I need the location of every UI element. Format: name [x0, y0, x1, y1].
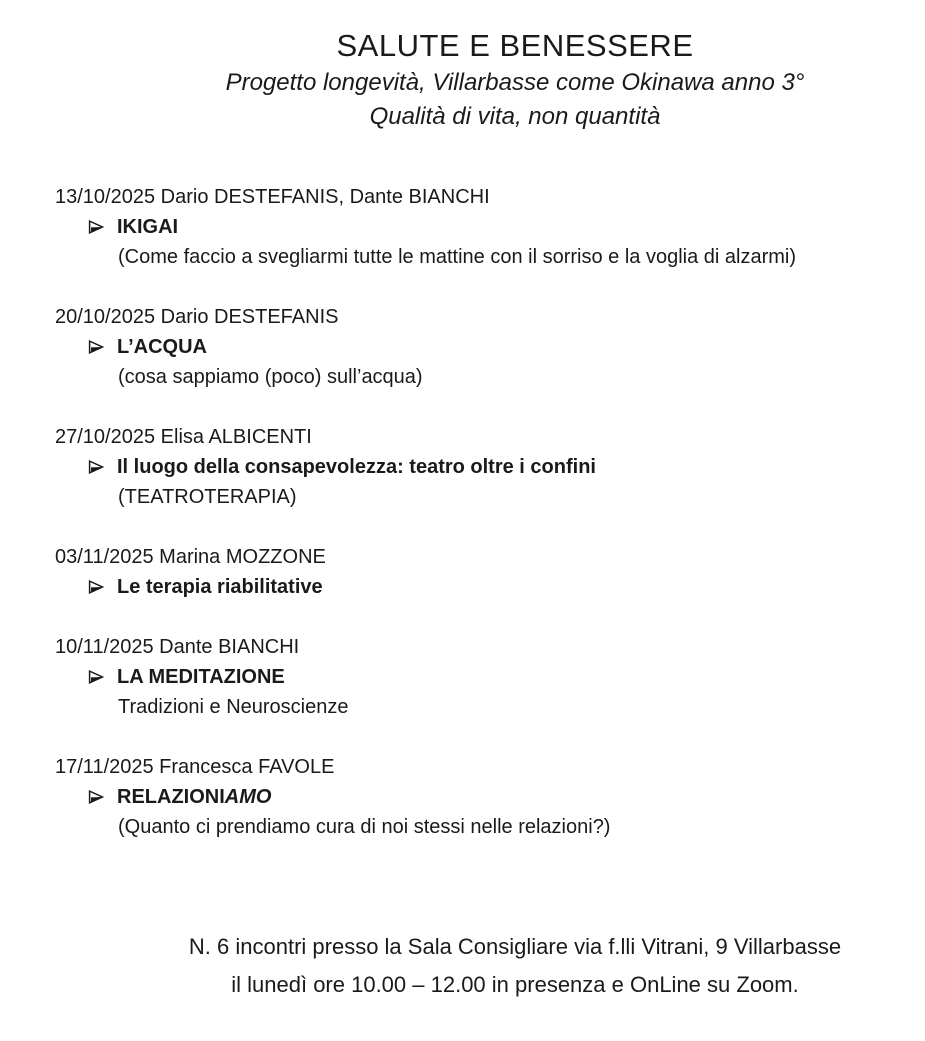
- event-title-line: [55, 662, 885, 692]
- event-description: (Quanto ci prendiamo cura di noi stessi nelle relazioni?): [118, 816, 611, 838]
- event-title-text: LA MEDITAZIONE: [117, 666, 285, 688]
- event-description: Tradizioni e Neuroscienze: [118, 696, 349, 718]
- footer-venue-line: N. 6 incontri presso la Sala Consigliare via f.lli Vitrani, 9 Villarbasse: [188, 934, 842, 959]
- event-date-speakers: 13/10/2025 Dario DESTEFANIS, Dante BIANCHI: [55, 186, 490, 208]
- event-date-speakers: 03/11/2025 Marina MOZZONE: [55, 546, 326, 568]
- event-title-text: L’ACQUA: [117, 336, 207, 358]
- subtitle-line-1: Progetto longevità, Villarbasse come Okinawa anno 3°: [225, 69, 805, 96]
- event-title: [117, 332, 207, 362]
- event-description: (cosa sappiamo (poco) sull’acqua): [118, 366, 423, 388]
- event-title-text: Le terapia riabilitative: [117, 576, 323, 598]
- event-title-line: [55, 782, 885, 812]
- event-title: [117, 662, 285, 692]
- arrowhead-bullet-icon: [88, 579, 104, 595]
- event-description: (Come faccio a svegliarmi tutte le mattine con il sorriso e la voglia di alzarmi): [118, 246, 797, 268]
- event-title-line: [55, 572, 885, 602]
- event-description: (TEATROTERAPIA): [118, 486, 297, 508]
- event-date-speakers: 20/10/2025 Dario DESTEFANIS: [55, 306, 339, 328]
- arrowhead-bullet-icon: [88, 669, 104, 685]
- event-title-line: [55, 452, 885, 482]
- event-title: [117, 782, 271, 812]
- document-footer: [105, 928, 925, 1004]
- event-date-speakers: 27/10/2025 Elisa ALBICENTI: [55, 426, 312, 448]
- footer-schedule-line: il lunedì ore 10.00 – 12.00 in presenza e OnLine su Zoom.: [231, 972, 799, 997]
- event-title-line: [55, 332, 885, 362]
- event-title-text: IKIGAI: [117, 216, 179, 238]
- event-item-3: [55, 422, 885, 512]
- event-item-1: [55, 182, 885, 272]
- arrowhead-bullet-icon: [88, 789, 104, 805]
- events-list: [0, 182, 925, 842]
- event-title-text: Il luogo della consapevolezza: teatro oltre i confini: [117, 456, 596, 478]
- event-date-speakers: 10/11/2025 Dante BIANCHI: [55, 636, 300, 658]
- event-date-speakers: 17/11/2025 Francesca FAVOLE: [55, 756, 335, 778]
- page-title: SALUTE E BENESSERE: [336, 28, 694, 63]
- event-item-2: [55, 302, 885, 392]
- document-header: [105, 26, 925, 134]
- event-title: [117, 212, 178, 242]
- event-title-line: [55, 212, 885, 242]
- event-item-6: [55, 752, 885, 842]
- event-title-text: RELAZIONI: [117, 786, 225, 808]
- arrowhead-bullet-icon: [88, 339, 104, 355]
- arrowhead-bullet-icon: [88, 219, 104, 235]
- event-item-5: [55, 632, 885, 722]
- event-title-italic-part: AMO: [224, 786, 272, 808]
- event-item-4: [55, 542, 885, 602]
- arrowhead-bullet-icon: [88, 459, 104, 475]
- event-title: [117, 572, 323, 602]
- event-title: [117, 452, 596, 482]
- subtitle-line-2: Qualità di vita, non quantità: [369, 103, 661, 130]
